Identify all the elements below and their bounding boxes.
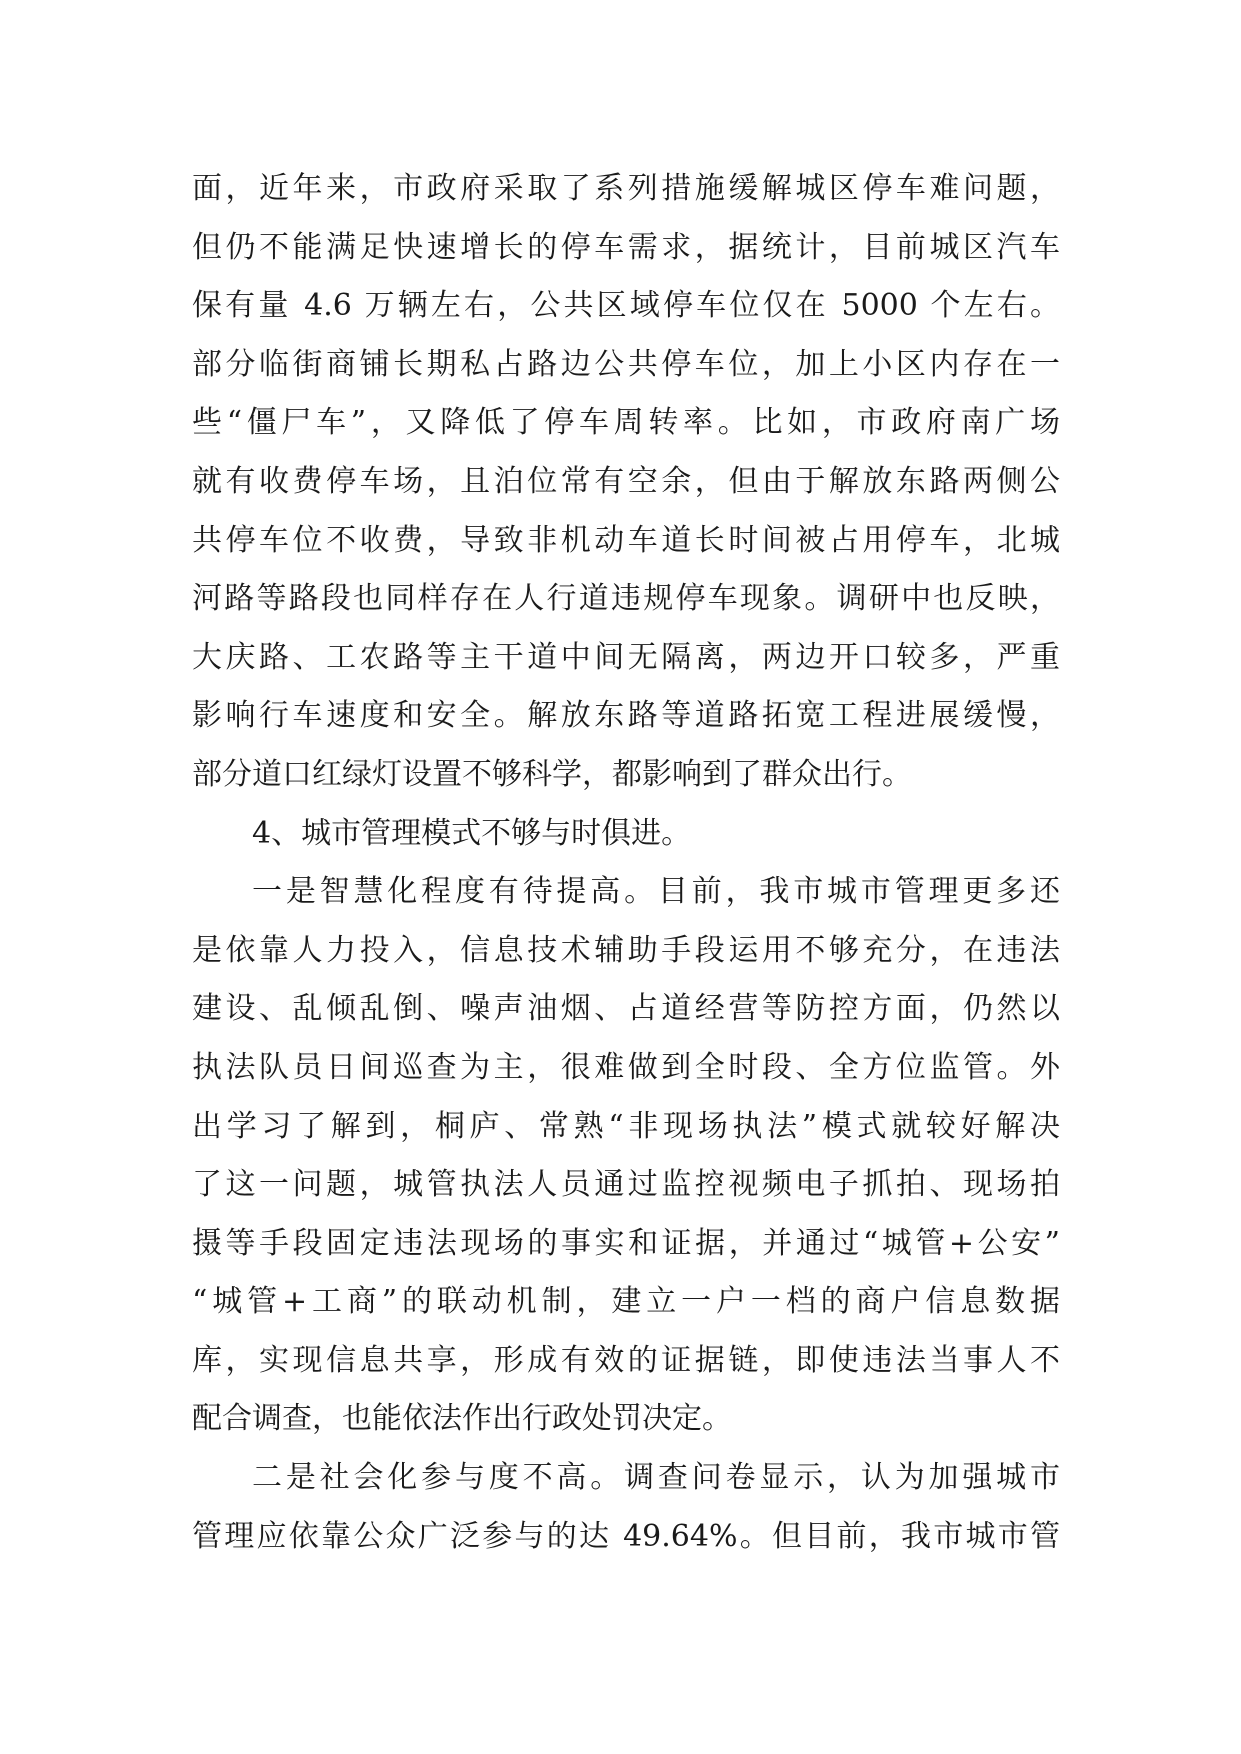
text-line: 管理应依靠公众广泛参与的达 49.64%。但目前，我市城市管	[192, 1518, 1060, 1554]
text-line: 面，近年来，市政府采取了系列措施缓解城区停车难问题，	[192, 171, 1060, 206]
text-line: 部分临街商铺长期私占路边公共停车位，加上小区内存在一	[192, 346, 1060, 382]
text-line: 影响行车速度和安全。解放东路等道路拓宽工程进展缓慢，	[192, 698, 1060, 734]
body-text	[192, 160, 1060, 1566]
text-line: 保有量 4.6 万辆左右，公共区域停车位仅在 5000 个左右。	[192, 288, 1060, 324]
text-line: 建设、乱倾乱倒、噪声油烟、占道经营等防控方面，仍然以	[192, 991, 1060, 1027]
text-line: 大庆路、工农路等主干道中间无隔离，两边开口较多，严重	[192, 639, 1060, 675]
text-line: 部分道口红绿灯设置不够科学，都影响到了群众出行。	[192, 756, 912, 792]
text-line: 一是智慧化程度有待提高。目前，我市城市管理更多还	[252, 874, 1060, 910]
text-line: 出学习了解到，桐庐、常熟“非现场执法”模式就较好解决	[192, 1108, 1060, 1144]
text-line: 二是社会化参与度不高。调查问卷显示，认为加强城市	[252, 1460, 1060, 1496]
text-line: 河路等路段也同样存在人行道违规停车现象。调研中也反映，	[192, 581, 1060, 617]
text-line: 是依靠人力投入，信息技术辅助手段运用不够充分，在违法	[192, 932, 1060, 968]
text-line: 摄等手段固定违法现场的事实和证据，并通过“城管+公安”	[192, 1225, 1060, 1261]
text-line: 了这一问题，城管执法人员通过监控视频电子抓拍、现场拍	[192, 1167, 1060, 1203]
section-heading: 4、城市管理模式不够与时俱进。	[252, 815, 692, 851]
text-line: 配合调查，也能依法作出行政处罚决定。	[192, 1401, 732, 1437]
text-line: 就有收费停车场，且泊位常有空余，但由于解放东路两侧公	[192, 463, 1060, 499]
text-line: “城管+工商”的联动机制，建立一户一档的商户信息数据	[192, 1284, 1060, 1320]
text-line: 但仍不能满足快速增长的停车需求，据统计，目前城区汽车	[192, 229, 1060, 265]
text-line: 共停车位不收费，导致非机动车道长时间被占用停车，北城	[192, 522, 1060, 558]
text-line: 执法队员日间巡查为主，很难做到全时段、全方位监管。外	[192, 1049, 1060, 1085]
text-line: 库，实现信息共享，形成有效的证据链，即使违法当事人不	[192, 1342, 1060, 1378]
text-line: 些“僵尸车”，又降低了停车周转率。比如，市政府南广场	[192, 405, 1060, 441]
